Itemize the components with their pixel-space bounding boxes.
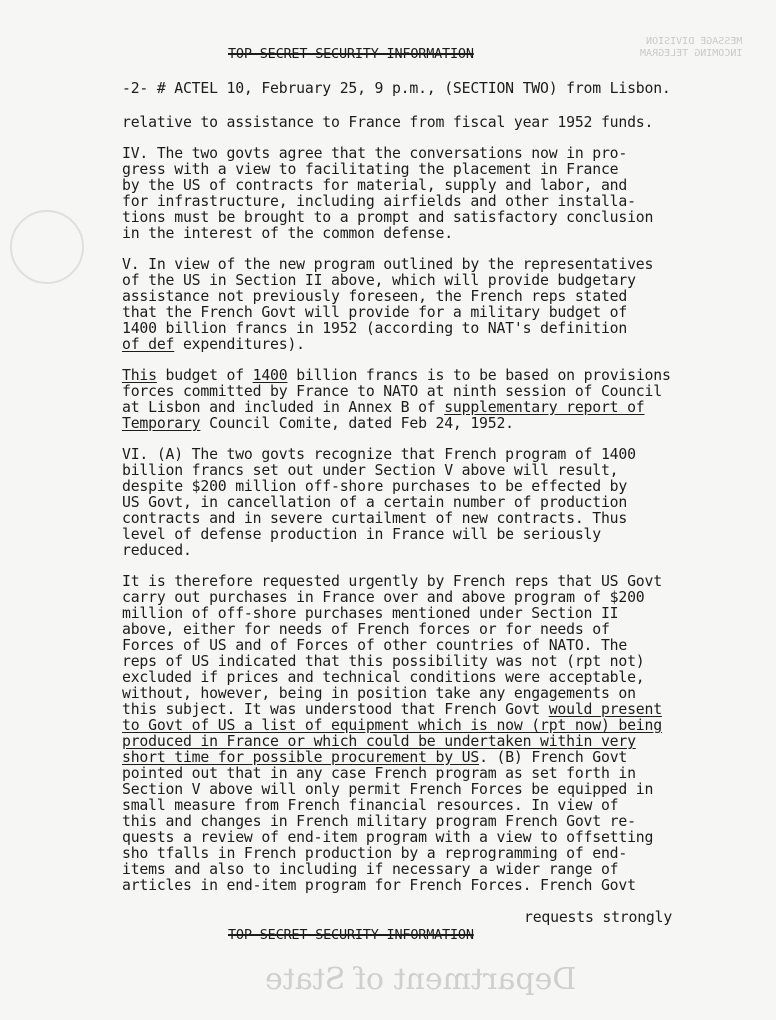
text-line: this subject. It was understood that French Govt would present [122, 701, 662, 718]
text-line: above, either for needs of French forces or for needs of [122, 621, 610, 638]
underlined-text: short time for possible procurement by US [122, 749, 480, 766]
text-line: items and also to including if necessary a wider range of [122, 861, 619, 878]
text-line: 1400 billion francs in 1952 (according to NAT's definition [122, 320, 628, 337]
bleed-through-department-seal-text: Department of State [265, 962, 577, 997]
text-line: short time for possible procurement by US. (B) French Govt [122, 749, 628, 766]
text-line: Section V above will only permit French Forces be equipped in [122, 781, 654, 798]
text-line: of the US in Section II above, which will provide budgetary [122, 272, 636, 289]
text-line: IV. The two govts agree that the conversations now in pro- [122, 145, 628, 162]
underlined-text: Temporary [122, 415, 201, 432]
text-line: VI. (A) The two govts recognize that French program of 1400 [122, 446, 636, 463]
text-line: articles in end-item program for French Forces. French Govt [122, 877, 636, 894]
text-line: in the interest of the common defense. [122, 225, 453, 242]
text-line: of def expenditures). [122, 336, 305, 353]
telegram-title-line: -2- # ACTEL 10, February 25, 9 p.m., (SECTION TWO) from Lisbon. [122, 80, 671, 97]
text-line: assistance not previously foreseen, the French reps stated [122, 288, 628, 305]
text-line: small measure from French financial resources. In view of [122, 797, 619, 814]
text-line: without, however, being in position take any engagements on [122, 685, 636, 702]
bleed-through-text: MESSAGE DIVISION INCOMING TELEGRAM [640, 36, 743, 59]
text-line: level of defense production in France will be seriously [122, 526, 601, 543]
text-line: forces committed by France to NATO at ninth session of Council [122, 383, 662, 400]
underlined-text: of def [122, 336, 175, 353]
underlined-text: produced in France or which could be undertaken within very [122, 733, 636, 750]
text-line: at Lisbon and included in Annex B of supplementary report of [122, 399, 645, 416]
underlined-text: 1400 [252, 367, 288, 384]
underlined-text: would present [548, 701, 662, 718]
text-line: sho tfalls in French production by a reprogramming of end- [122, 845, 628, 862]
text-line: quests a review of end-item program with a view to offsetting [122, 829, 654, 846]
text-line: carry out purchases in France over and above program of $200 [122, 589, 645, 606]
text-line: tions must be brought to a prompt and satisfactory conclusion [122, 209, 654, 226]
text-line: gress with a view to facilitating the placement in France [122, 161, 619, 178]
header-classification: TOP SECRET SECURITY INFORMATION [228, 46, 474, 62]
text-line: reps of US indicated that this possibility was not (rpt not) [122, 653, 645, 670]
text-line: contracts and in severe curtailment of new contracts. Thus [122, 510, 628, 527]
underlined-text: supplementary report of [444, 399, 645, 416]
text-line: million of off-shore purchases mentioned under Section II [122, 605, 619, 622]
underlined-text: This [122, 367, 157, 384]
text-line: Forces of US and of Forces of other countries of NATO. The [122, 637, 628, 654]
footer-classification: TOP SECRET SECURITY INFORMATION [228, 927, 474, 943]
faded-stamp-mark [10, 210, 84, 284]
text-line: V. In view of the new program outlined by the representatives [122, 256, 654, 273]
text-line: It is therefore requested urgently by French reps that US Govt [122, 573, 662, 590]
text-line: this and changes in French military program French Govt re- [122, 813, 636, 830]
intro-line: relative to assistance to France from fiscal year 1952 funds. [122, 114, 654, 131]
text-line: billion francs set out under Section V above will result, [122, 462, 619, 479]
text-line: that the French Govt will provide for a military budget of [122, 304, 628, 321]
text-line: US Govt, in cancellation of a certain number of production [122, 494, 628, 511]
text-line: Temporary Council Comite, dated Feb 24, 1952. [122, 415, 514, 432]
text-line: by the US of contracts for material, supply and labor, and [122, 177, 628, 194]
text-line: reduced. [122, 542, 192, 559]
text-line: for infrastructure, including airfields and other installa- [122, 193, 636, 210]
underlined-text: to Govt of US a list of equipment which is now (rpt now) being [122, 717, 662, 734]
text-line: This budget of 1400 billion francs is to be based on provisions [122, 367, 671, 384]
continuation-catchword: requests strongly [524, 909, 673, 926]
text-line: excluded if prices and technical conditions were acceptable, [122, 669, 645, 686]
text-line: pointed out that in any case French program as set forth in [122, 765, 636, 782]
text-line: despite $200 million off-shore purchases to be effected by [122, 478, 628, 495]
